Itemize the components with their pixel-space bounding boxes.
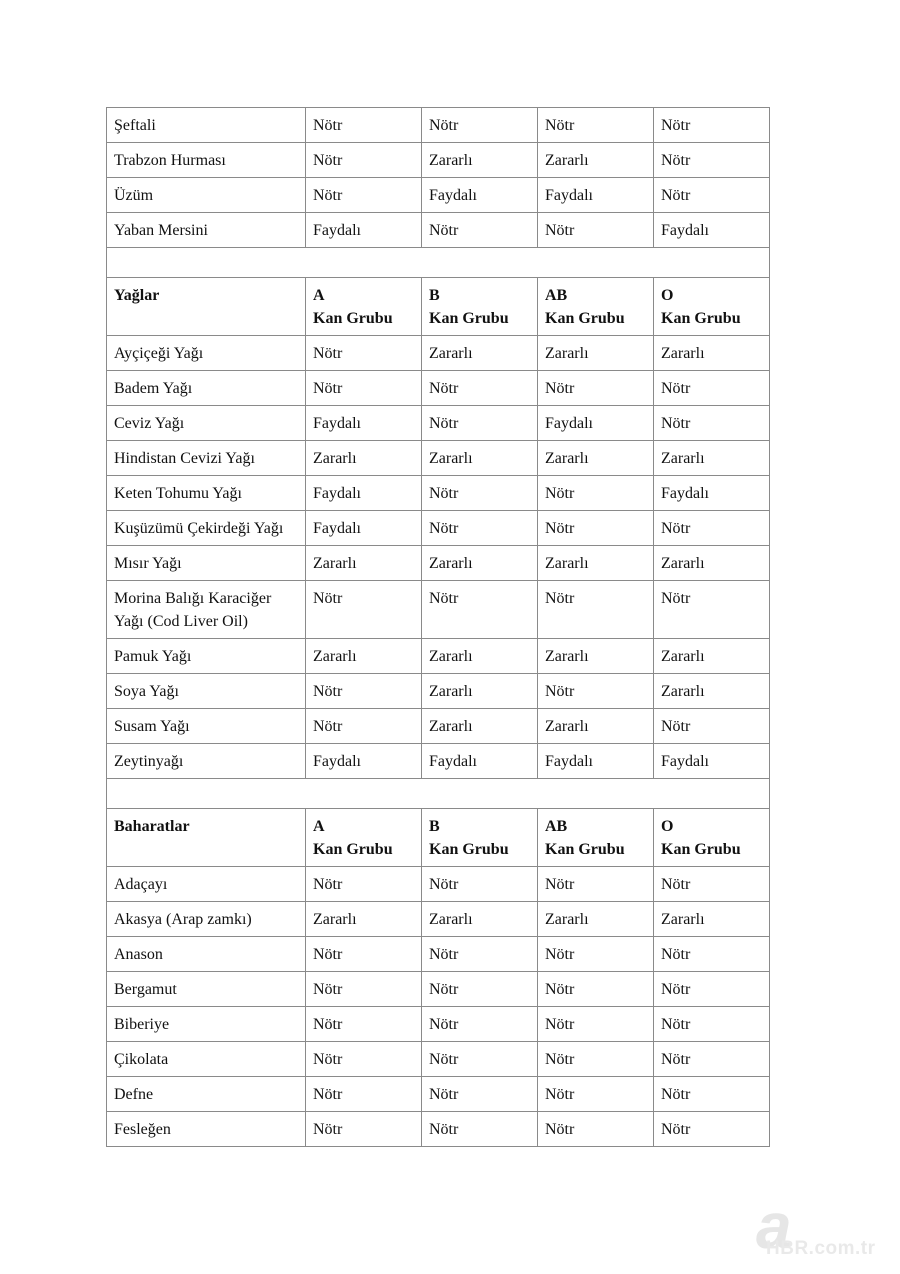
food-name-cell: Adaçayı <box>107 867 306 902</box>
food-name-cell: Hindistan Cevizi Yağı <box>107 441 306 476</box>
watermark-letter: a <box>756 1190 792 1262</box>
table-row <box>107 178 770 213</box>
a-group-cell: Faydalı <box>306 476 422 511</box>
table-row <box>107 902 770 937</box>
table-row <box>107 546 770 581</box>
a-group-cell: Nötr <box>306 143 422 178</box>
blood-group-label: Kan Grubu <box>313 310 393 327</box>
o-group-cell: Nötr <box>654 1112 770 1147</box>
o-group-cell: Nötr <box>654 406 770 441</box>
a-group-cell: Zararlı <box>306 639 422 674</box>
b-group-cell: Nötr <box>422 213 538 248</box>
food-name-cell: Mısır Yağı <box>107 546 306 581</box>
blood-type-letter: AB <box>545 818 568 835</box>
ab-group-cell: Nötr <box>538 972 654 1007</box>
food-name-cell: Akasya (Arap zamkı) <box>107 902 306 937</box>
table-row <box>107 937 770 972</box>
o-group-cell: Zararlı <box>654 336 770 371</box>
ab-group-cell: Faydalı <box>538 744 654 779</box>
o-group-cell: Faydalı <box>654 213 770 248</box>
food-name-cell: Kuşüzümü Çekirdeği Yağı <box>107 511 306 546</box>
o-group-cell: Zararlı <box>654 441 770 476</box>
table-row <box>107 511 770 546</box>
food-name-cell: Fesleğen <box>107 1112 306 1147</box>
watermark-text: HBR.com.tr <box>766 1238 876 1259</box>
blood-type-letter: A <box>313 287 325 304</box>
a-group-cell: Faydalı <box>306 406 422 441</box>
food-name-cell: Zeytinyağı <box>107 744 306 779</box>
table-row <box>107 1077 770 1112</box>
blood-group-label: Kan Grubu <box>545 841 625 858</box>
ab-group-cell: Nötr <box>538 511 654 546</box>
food-name-cell: Soya Yağı <box>107 674 306 709</box>
b-group-cell: Zararlı <box>422 902 538 937</box>
ab-group-cell: Nötr <box>538 213 654 248</box>
o-group-cell: Nötr <box>654 1042 770 1077</box>
o-group-cell: Zararlı <box>654 639 770 674</box>
ab-group-cell: Zararlı <box>538 709 654 744</box>
blood-type-food-table <box>106 107 770 1147</box>
o-group-cell: Faydalı <box>654 476 770 511</box>
b-group-cell: Nötr <box>422 511 538 546</box>
o-group-cell: Nötr <box>654 1007 770 1042</box>
table-row <box>107 1112 770 1147</box>
table-row <box>107 371 770 406</box>
b-group-cell: Zararlı <box>422 639 538 674</box>
food-name-cell: Biberiye <box>107 1007 306 1042</box>
o-group-cell: Nötr <box>654 371 770 406</box>
ab-group-cell: Nötr <box>538 371 654 406</box>
a-group-cell: Nötr <box>306 972 422 1007</box>
a-group-cell: Nötr <box>306 178 422 213</box>
b-group-cell: Zararlı <box>422 143 538 178</box>
a-group-cell: Nötr <box>306 937 422 972</box>
ab-group-cell: Nötr <box>538 937 654 972</box>
food-name-cell: Üzüm <box>107 178 306 213</box>
b-group-header <box>422 809 538 867</box>
spacer-cell <box>107 779 770 809</box>
a-group-cell: Faydalı <box>306 511 422 546</box>
table-row <box>107 972 770 1007</box>
table-row <box>107 441 770 476</box>
table-row <box>107 744 770 779</box>
b-group-cell: Nötr <box>422 476 538 511</box>
blood-type-letter: AB <box>545 287 568 304</box>
o-group-cell: Nötr <box>654 972 770 1007</box>
o-group-cell: Nötr <box>654 709 770 744</box>
table-body <box>107 108 770 1147</box>
b-group-cell: Zararlı <box>422 674 538 709</box>
a-group-cell: Zararlı <box>306 441 422 476</box>
o-group-cell: Nötr <box>654 937 770 972</box>
ab-group-cell: Zararlı <box>538 441 654 476</box>
b-group-cell: Nötr <box>422 867 538 902</box>
a-group-cell: Nötr <box>306 371 422 406</box>
blood-group-label: Kan Grubu <box>313 841 393 858</box>
ab-group-header <box>538 809 654 867</box>
a-group-cell: Nötr <box>306 1077 422 1112</box>
a-group-cell: Nötr <box>306 1042 422 1077</box>
b-group-cell: Nötr <box>422 371 538 406</box>
o-group-cell: Zararlı <box>654 674 770 709</box>
blood-type-letter: O <box>661 818 674 835</box>
b-group-cell: Nötr <box>422 1077 538 1112</box>
table-row <box>107 1042 770 1077</box>
table-row <box>107 1007 770 1042</box>
table-row <box>107 213 770 248</box>
a-group-cell: Nötr <box>306 581 422 639</box>
ab-group-header <box>538 278 654 336</box>
ab-group-cell: Zararlı <box>538 546 654 581</box>
b-group-cell: Nötr <box>422 1007 538 1042</box>
blood-type-letter: O <box>661 287 674 304</box>
a-group-cell: Faydalı <box>306 213 422 248</box>
a-group-cell: Zararlı <box>306 546 422 581</box>
table-row <box>107 581 770 639</box>
ab-group-cell: Zararlı <box>538 639 654 674</box>
b-group-cell: Nötr <box>422 108 538 143</box>
b-group-cell: Zararlı <box>422 441 538 476</box>
food-name-cell: Susam Yağı <box>107 709 306 744</box>
ab-group-cell: Nötr <box>538 867 654 902</box>
food-name-cell: Anason <box>107 937 306 972</box>
ab-group-cell: Nötr <box>538 1007 654 1042</box>
food-name-cell: Keten Tohumu Yağı <box>107 476 306 511</box>
o-group-header <box>654 278 770 336</box>
b-group-cell: Nötr <box>422 972 538 1007</box>
blood-group-label: Kan Grubu <box>429 841 509 858</box>
food-name-cell: Şeftali <box>107 108 306 143</box>
food-name-cell: Trabzon Hurması <box>107 143 306 178</box>
ab-group-cell: Nötr <box>538 674 654 709</box>
blood-type-letter: B <box>429 818 440 835</box>
o-group-cell: Faydalı <box>654 744 770 779</box>
ab-group-cell: Nötr <box>538 1112 654 1147</box>
a-group-cell: Nötr <box>306 709 422 744</box>
section-spacer-row <box>107 779 770 809</box>
b-group-cell: Nötr <box>422 1112 538 1147</box>
b-group-cell: Faydalı <box>422 744 538 779</box>
food-name-cell: Ayçiçeği Yağı <box>107 336 306 371</box>
o-group-cell: Nötr <box>654 108 770 143</box>
b-group-cell: Nötr <box>422 1042 538 1077</box>
food-name-cell: Ceviz Yağı <box>107 406 306 441</box>
section-title: Yağlar <box>107 278 306 336</box>
ab-group-cell: Nötr <box>538 1077 654 1112</box>
table-row <box>107 639 770 674</box>
a-group-header <box>306 278 422 336</box>
a-group-cell: Nötr <box>306 108 422 143</box>
b-group-cell: Faydalı <box>422 178 538 213</box>
ab-group-cell: Nötr <box>538 1042 654 1077</box>
ab-group-cell: Zararlı <box>538 902 654 937</box>
food-name-cell: Yaban Mersini <box>107 213 306 248</box>
blood-group-label: Kan Grubu <box>661 310 741 327</box>
a-group-cell: Nötr <box>306 674 422 709</box>
food-name-cell: Morina Balığı Karaciğer Yağı (Cod Liver Oil) <box>107 581 306 639</box>
o-group-header <box>654 809 770 867</box>
a-group-cell: Nötr <box>306 1007 422 1042</box>
o-group-cell: Nötr <box>654 581 770 639</box>
blood-group-label: Kan Grubu <box>661 841 741 858</box>
b-group-cell: Zararlı <box>422 546 538 581</box>
blood-type-letter: A <box>313 818 325 835</box>
a-group-header <box>306 809 422 867</box>
section-header-row <box>107 278 770 336</box>
o-group-cell: Nötr <box>654 1077 770 1112</box>
o-group-cell: Zararlı <box>654 546 770 581</box>
a-group-cell: Faydalı <box>306 744 422 779</box>
o-group-cell: Nötr <box>654 511 770 546</box>
b-group-cell: Zararlı <box>422 709 538 744</box>
table-row <box>107 709 770 744</box>
b-group-cell: Nötr <box>422 937 538 972</box>
table-row <box>107 406 770 441</box>
table-row <box>107 674 770 709</box>
ab-group-cell: Faydalı <box>538 178 654 213</box>
b-group-cell: Zararlı <box>422 336 538 371</box>
blood-group-label: Kan Grubu <box>545 310 625 327</box>
ab-group-cell: Nötr <box>538 581 654 639</box>
food-name-cell: Badem Yağı <box>107 371 306 406</box>
section-header-row <box>107 809 770 867</box>
hbr-watermark-logo <box>752 1190 892 1266</box>
table-row <box>107 108 770 143</box>
food-name-cell: Çikolata <box>107 1042 306 1077</box>
a-group-cell: Nötr <box>306 1112 422 1147</box>
section-spacer-row <box>107 248 770 278</box>
a-group-cell: Zararlı <box>306 902 422 937</box>
spacer-cell <box>107 248 770 278</box>
food-name-cell: Pamuk Yağı <box>107 639 306 674</box>
food-name-cell: Defne <box>107 1077 306 1112</box>
a-group-cell: Nötr <box>306 867 422 902</box>
blood-group-label: Kan Grubu <box>429 310 509 327</box>
o-group-cell: Nötr <box>654 178 770 213</box>
section-title: Baharatlar <box>107 809 306 867</box>
ab-group-cell: Nötr <box>538 108 654 143</box>
b-group-header <box>422 278 538 336</box>
table-row <box>107 143 770 178</box>
ab-group-cell: Faydalı <box>538 406 654 441</box>
ab-group-cell: Zararlı <box>538 143 654 178</box>
ab-group-cell: Zararlı <box>538 336 654 371</box>
b-group-cell: Nötr <box>422 406 538 441</box>
ab-group-cell: Nötr <box>538 476 654 511</box>
o-group-cell: Zararlı <box>654 902 770 937</box>
table-row <box>107 476 770 511</box>
blood-type-letter: B <box>429 287 440 304</box>
table-row <box>107 336 770 371</box>
b-group-cell: Nötr <box>422 581 538 639</box>
a-group-cell: Nötr <box>306 336 422 371</box>
o-group-cell: Nötr <box>654 143 770 178</box>
food-name-cell: Bergamut <box>107 972 306 1007</box>
o-group-cell: Nötr <box>654 867 770 902</box>
table-row <box>107 867 770 902</box>
